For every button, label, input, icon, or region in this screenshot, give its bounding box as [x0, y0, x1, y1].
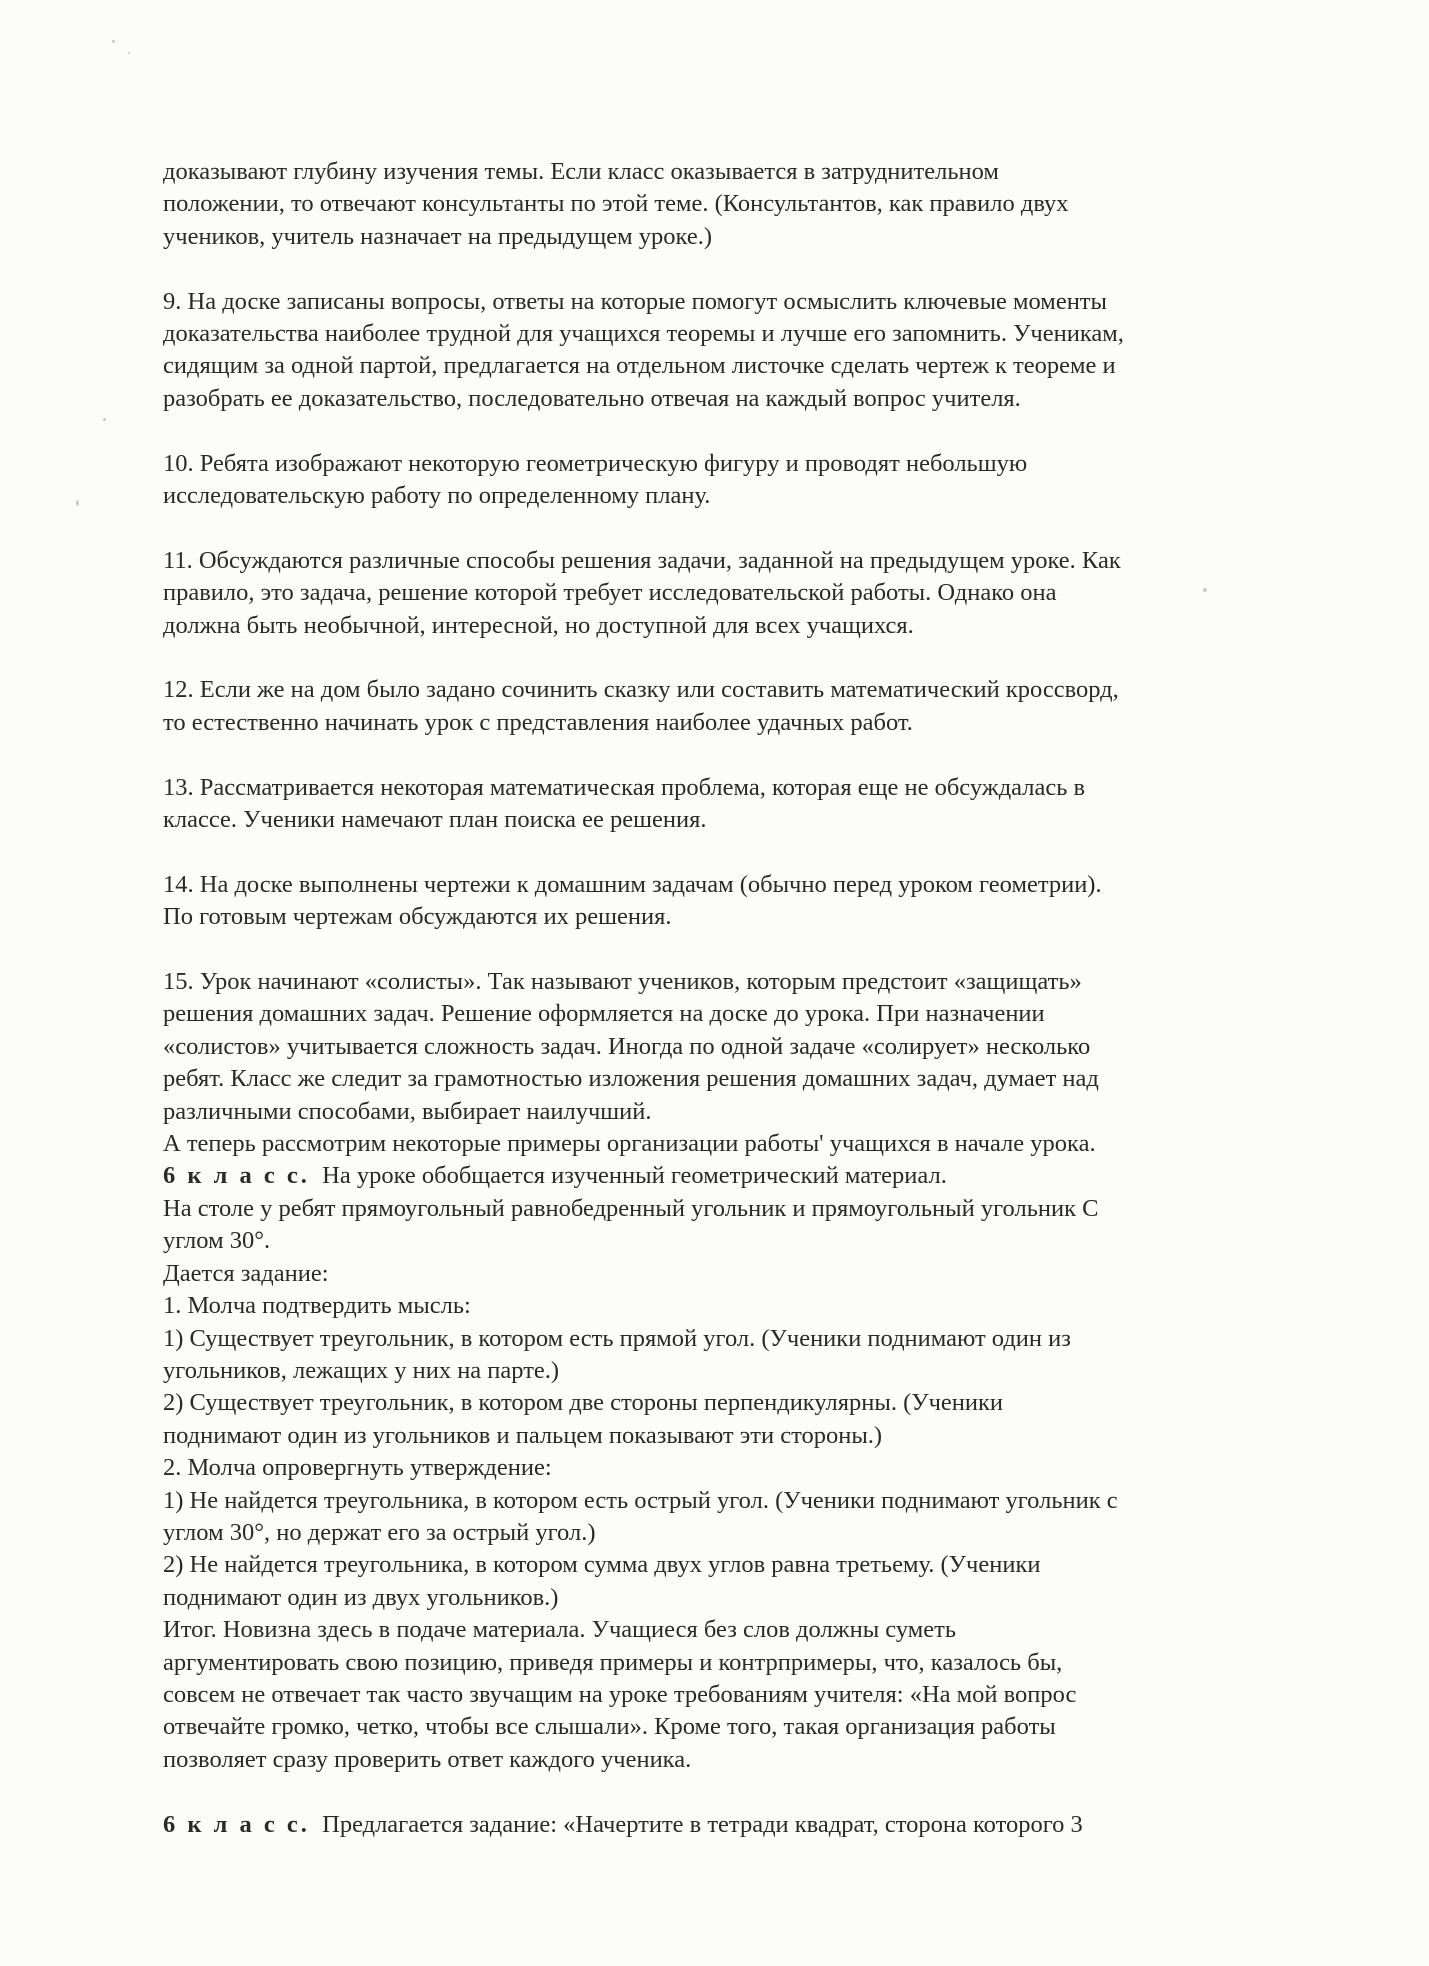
text-line: сидящим за одной партой, предлагается на отдельном листочке сделать чертеж к теореме и [163, 352, 1116, 380]
text-line: поднимают один из двух угольников.) [163, 1583, 559, 1611]
text-line: учеников, учитель назначает на предыдущем уроке.) [163, 222, 712, 250]
text-line: разобрать ее доказательство, последовательно отвечая на каждый вопрос учителя. [163, 384, 1021, 412]
class-heading-text: На уроке обобщается изученный геометрический материал. [309, 1162, 947, 1190]
paragraph-continuation [163, 156, 1273, 253]
text-line: угольников, лежащих у них на парте.) [163, 1356, 560, 1384]
paragraph-item-13 [163, 772, 1273, 837]
text-line: поднимают один из угольников и пальцем показывают эти стороны.) [163, 1421, 883, 1449]
text-line: 2. Молча опровергнуть утверждение: [163, 1454, 552, 1482]
class-heading-line [163, 1160, 1273, 1192]
text-line: «солистов» учитывается сложность задач. Иногда по одной задаче «солирует» несколько [163, 1032, 1091, 1060]
paragraph-item-14 [163, 869, 1273, 934]
scan-speck [76, 500, 79, 506]
class-label: 6 к л а с с. [163, 1162, 310, 1190]
paragraph-item-10 [163, 448, 1273, 513]
text-line: На столе у ребят прямоугольный равнобедренный угольник и прямоугольный угольник С [163, 1194, 1099, 1222]
class-heading-text: Предлагается задание: «Начертите в тетради квадрат, сторона которого 3 [309, 1810, 1083, 1838]
text-line: углом 30°, но держат его за острый угол.) [163, 1518, 596, 1546]
text-line: А теперь рассмотрим некоторые примеры организации работы' учащихся в начале урока. [163, 1130, 1096, 1158]
document-body [163, 156, 1273, 1841]
text-line: 13. Рассматривается некоторая математическая проблема, которая еще не обсуждалась в [163, 773, 1086, 801]
text-line: положении, то отвечают консультанты по этой теме. (Консультантов, как правило двух [163, 190, 1069, 218]
text-line: ребят. Класс же следит за грамотностью изложения решения домашних задач, думает над [163, 1065, 1099, 1093]
paragraph-item-11 [163, 545, 1273, 642]
text-line: аргументировать свою позицию, приведя примеры и контрпримеры, что, казалось бы, [163, 1648, 1063, 1676]
text-line: совсем не отвечает так часто звучащим на уроке требованиям учителя: «На мой вопрос [163, 1680, 1077, 1708]
class-heading-line [163, 1809, 1273, 1841]
text-line: решения домашних задач. Решение оформляется на доске до урока. При назначении [163, 1000, 1045, 1028]
text-line: 14. На доске выполнены чертежи к домашним задачам (обычно перед уроком геометрии). [163, 870, 1102, 898]
text-line: 15. Урок начинают «солисты». Так называют учеников, которым предстоит «защищать» [163, 968, 1082, 996]
text-line: По готовым чертежам обсуждаются их решения. [163, 903, 672, 931]
scan-speck [128, 52, 130, 54]
text-line: доказательства наиболее трудной для учащихся теоремы и лучше его запомнить. Ученикам, [163, 320, 1124, 348]
text-line: 1) Не найдется треугольника, в котором есть острый угол. (Ученики поднимают угольник с [163, 1486, 1118, 1514]
text-line: доказывают глубину изучения темы. Если класс оказывается в затруднительном [163, 158, 999, 185]
text-line: Итог. Новизна здесь в подаче материала. Учащиеся без слов должны суметь [163, 1616, 957, 1644]
text-line: отвечайте громко, четко, чтобы все слышали». Кроме того, такая организация работы [163, 1713, 1056, 1741]
text-line: Дается задание: [163, 1259, 329, 1287]
text-line: 10. Ребята изображают некоторую геометрическую фигуру и проводят небольшую [163, 449, 1028, 477]
text-line: 1) Существует треугольник, в котором есть прямой угол. (Ученики поднимают один из [163, 1324, 1071, 1352]
text-line: правило, это задача, решение которой требует исследовательской работы. Однако она [163, 579, 1057, 607]
text-line: 1. Молча подтвердить мысль: [163, 1292, 471, 1320]
text-line: должна быть необычной, интересной, но доступной для всех учащихся. [163, 611, 914, 639]
text-line: 9. На доске записаны вопросы, ответы на которые помогут осмыслить ключевые моменты [163, 287, 1107, 315]
text-line: исследовательскую работу по определенному плану. [163, 482, 711, 510]
text-line: 12. Если же на дом было задано сочинить сказку или составить математический кроссворд, [163, 676, 1119, 704]
text-line: различными способами, выбирает наилучший. [163, 1097, 652, 1125]
text-line: то естественно начинать урок с представления наиболее удачных работ. [163, 708, 913, 736]
paragraph-class-6-task [163, 1809, 1273, 1841]
text-line: позволяет сразу проверить ответ каждого ученика. [163, 1745, 692, 1773]
scan-speck [112, 40, 115, 43]
paragraph-item-15 [163, 966, 1273, 1776]
scan-speck [103, 418, 106, 421]
text-line: 2) Существует треугольник, в котором две стороны перпендикулярны. (Ученики [163, 1389, 1004, 1417]
text-line: 2) Не найдется треугольника, в котором сумма двух углов равна третьему. (Ученики [163, 1551, 1041, 1579]
text-line: классе. Ученики намечают план поиска ее решения. [163, 806, 707, 834]
class-label: 6 к л а с с. [163, 1810, 310, 1838]
text-line: углом 30°. [163, 1227, 271, 1255]
paragraph-item-9 [163, 286, 1273, 416]
text-line: 11. Обсуждаются различные способы решения задачи, заданной на предыдущем уроке. Как [163, 546, 1121, 574]
paragraph-item-12 [163, 674, 1273, 739]
